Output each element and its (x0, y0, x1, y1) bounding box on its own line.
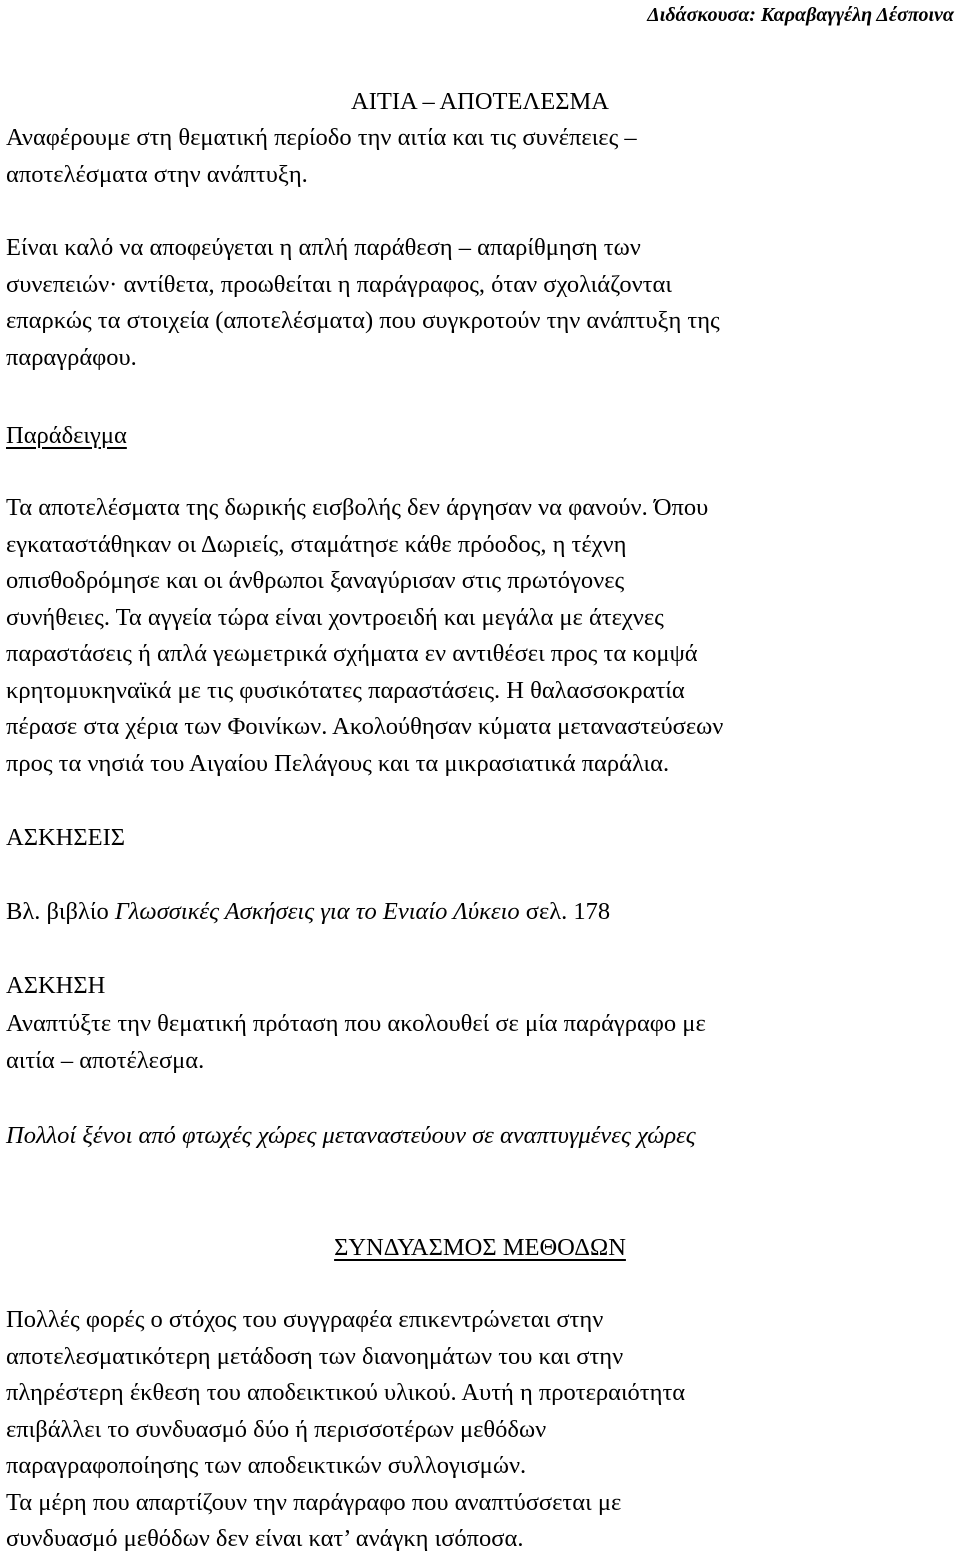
exercise-topic-sentence: Πολλοί ξένοι από φτωχές χώρες μεταναστεύουν σε αναπτυγμένες χώρες (6, 1122, 696, 1149)
text-line: παραστάσεις ή απλά γεωμετρικά σχήματα εν αντιθέσει προς τα κομψά (6, 640, 698, 667)
intro-paragraph (6, 120, 954, 193)
text-line: Αναφέρουμε στη θεματική περίοδο την αιτία και τις συνέπειες – (6, 124, 637, 151)
text-line: συνεπειών· αντίθετα, προωθείται η παράγραφος, όταν σχολιάζονται (6, 270, 672, 298)
book-reference: Βλ. βιβλίο Γλωσσικές Ασκήσεις για το Ενιαίο Λύκειο σελ. 178 (6, 898, 611, 925)
text-line: αποτελέσματα στην ανάπτυξη. (6, 160, 308, 188)
exercises-heading: ΑΣΚΗΣΕΙΣ (6, 824, 125, 851)
text-line: παραγραφοποίησης των αποδεικτικών συλλογισμών. (6, 1452, 527, 1479)
text-line: οπισθοδρόμησε και οι άνθρωποι ξαναγύρισαν στις πρωτόγονες (6, 567, 625, 594)
text-line: εγκαταστάθηκαν οι Δωριείς, σταμάτησε κάθε πρόοδος, η τέχνη (6, 530, 627, 558)
section-title-combined-methods: ΣΥΝΔΥΑΣΜΟΣ ΜΕΘΟΔΩΝ (334, 1234, 626, 1261)
guidance-paragraph (6, 230, 954, 376)
example-label: Παράδειγμα (6, 422, 127, 449)
exercise-instructions (6, 1006, 954, 1079)
text-line: επαρκώς τα στοιχεία (αποτελέσματα) που συγκροτούν την ανάπτυξη της (6, 307, 720, 334)
text-line: κρητομυκηναϊκά με τις φυσικότατες παραστάσεις. Η θαλασσοκρατία (6, 676, 685, 704)
text-line: προς τα νησιά του Αιγαίου Πελάγους και τα μικρασιατικά παράλια. (6, 749, 670, 777)
text-line: συνδυασμό μεθόδων δεν είναι κατ’ ανάγκη ισόποσα. (6, 1525, 524, 1552)
text-line: επιβάλλει το συνδυασμό δύο ή περισσοτέρων μεθόδων (6, 1415, 547, 1443)
text-line: Αναπτύξτε την θεματική πρόταση που ακολουθεί σε μία παράγραφο με (6, 1010, 706, 1037)
text-line: πληρέστερη έκθεση του αποδεικτικού υλικού. Αυτή η προτεραιότητα (6, 1379, 686, 1406)
text-line: Πολλές φορές ο στόχος του συγγραφέα επικεντρώνεται στην (6, 1306, 604, 1333)
text-line: συνήθειες. Τα αγγεία τώρα είναι χοντροειδή και μεγάλα με άτεχνες (6, 603, 664, 631)
example-paragraph (6, 490, 954, 782)
text-line: αιτία – αποτέλεσμα. (6, 1046, 205, 1074)
text-line: αποτελεσματικότερη μετάδοση των διανοημάτων του και στην (6, 1342, 624, 1370)
text-line: παραγράφου. (6, 343, 137, 371)
text-line: Τα αποτελέσματα της δωρικής εισβολής δεν άργησαν να φανούν. Όπου (6, 494, 709, 521)
text-line: Είναι καλό να αποφεύγεται η απλή παράθεση – απαρίθμηση των (6, 234, 641, 261)
section-title-cause-effect: ΑΙΤΙΑ – ΑΠΟΤΕΛΕΣΜΑ (351, 88, 609, 115)
combined-methods-paragraph (6, 1302, 954, 1558)
text-line: πέρασε στα χέρια των Φοινίκων. Ακολούθησαν κύματα μεταναστεύσεων (6, 713, 724, 740)
book-title: Γλωσσικές Ασκήσεις για το Ενιαίο Λύκειο (114, 898, 520, 925)
teacher-header: Διδάσκουσα: Καραβαγγέλη Δέσποινα (647, 4, 954, 26)
exercise-heading: ΑΣΚΗΣΗ (6, 972, 106, 999)
text-line: Τα μέρη που απαρτίζουν την παράγραφο που αναπτύσσεται με (6, 1488, 622, 1516)
